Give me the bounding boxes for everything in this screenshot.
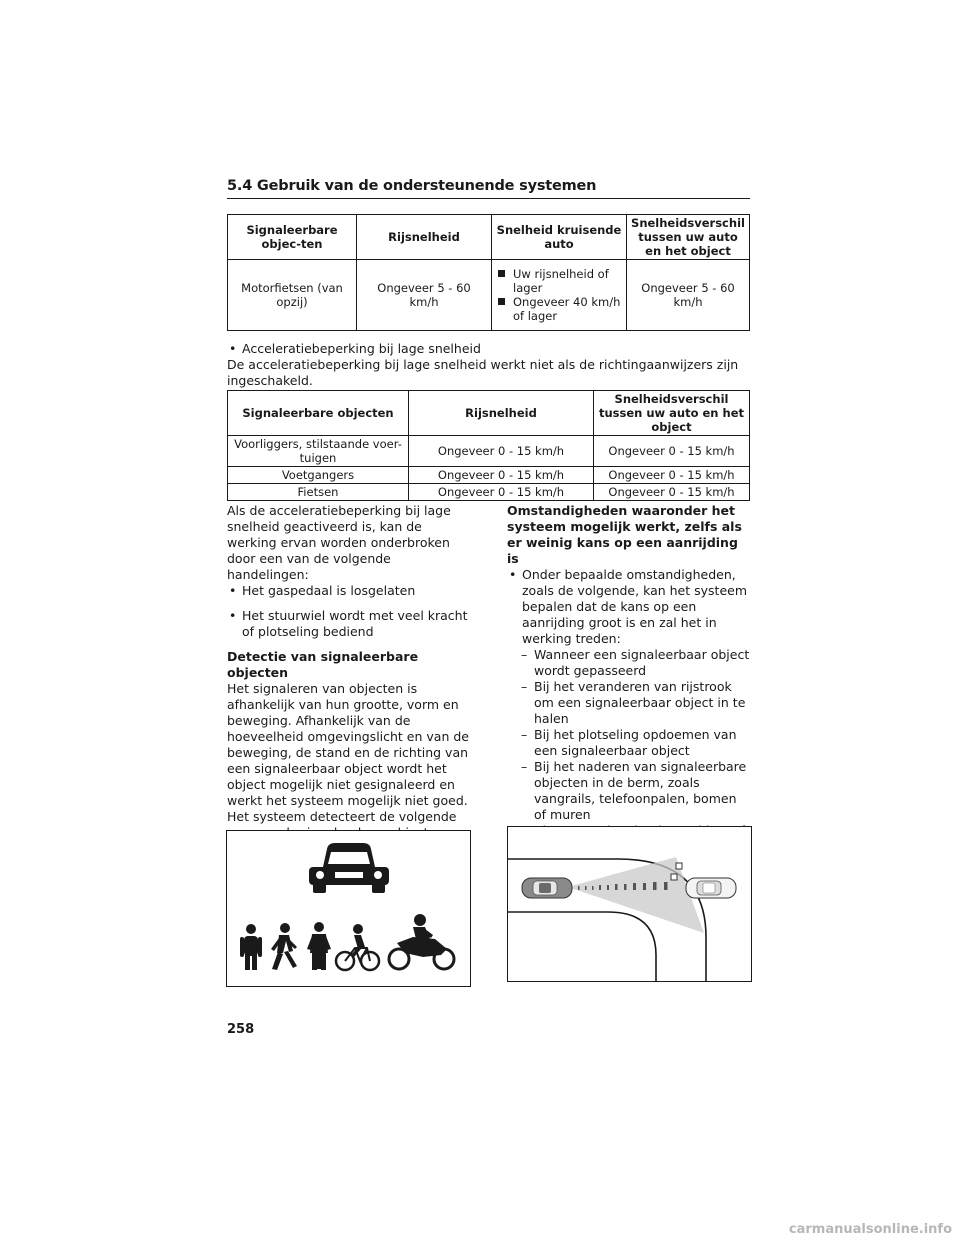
left-heading: Detectie van signaleerbare objecten [227, 649, 419, 680]
cell-speed-difference: Ongeveer 0 - 15 km/h [594, 484, 750, 501]
table-row [228, 436, 750, 467]
table-row [228, 484, 750, 501]
square-bullet-icon [498, 270, 505, 277]
crossing-item-2: Ongeveer 40 km/h of lager [513, 295, 621, 323]
left-intro: Als de acceleratiebeperking bij lage snelheid geactiveerd is, kan de werking ervan worden onderbroken door een van de volgende handelingen: [227, 503, 451, 582]
page-number: 258 [227, 1022, 255, 1037]
dash-item-4: Bij het naderen van signaleerbare objecten in de berm, zoals vangrails, telefoonpalen, bomen of muren [534, 759, 747, 822]
cell-speed: Ongeveer 0 - 15 km/h [409, 436, 594, 467]
left-body: Het signaleren van objecten is afhankelijk van hun grootte, vorm en beweging. Afhankelijk van de hoeveelheid omgevingslicht en van de beweging, de stand en de richting van een signaleerbaar object wordt het object mogelijk niet gesignaleerd en werkt het systeem mogelijk niet goed. Het systeem detecteert de volgende [227, 681, 469, 824]
figure-curve-scenario [507, 826, 752, 982]
list-item: • Onder bepaalde omstandigheden, zoals de volgende, kan het systeem bepalen dat de kans op een aanrijding groot is en zal het in werking treden: [507, 567, 751, 647]
right-heading: Omstandigheden waaronder het systeem mogelijk werkt, zelfs als er weinig kans op een aanrijding is [507, 503, 742, 566]
list-item: – Bij het naderen van signaleerbare objecten in de berm, zoals vangrails, telefoonpalen, bomen of muren [507, 759, 751, 823]
cell-speed-difference: Ongeveer 5 - 60 km/h [627, 260, 750, 331]
left-column [227, 503, 471, 841]
section-title: 5.4 Gebruik van de ondersteunende systemen [227, 178, 750, 199]
cell-crossing-speed [492, 260, 627, 331]
accel-bullet: Acceleratiebeperking bij lage snelheid [242, 341, 481, 356]
list-item: – Bij het plotseling opdoemen van een signaleerbaar object [507, 727, 751, 759]
table-header-row [228, 391, 750, 436]
table-motorcycles [227, 214, 750, 331]
square-bullet-icon [498, 298, 505, 305]
cell-object: Motorfietsen (van opzij) [228, 260, 357, 331]
dash-item-1: Wanneer een signaleerbaar object wordt gepasseerd [534, 647, 750, 678]
accel-note: De acceleratiebeperking bij lage snelheid werkt niet als de richtingaanwijzers zijn ingeschakeld. [227, 357, 739, 388]
sensor-beam [568, 857, 704, 933]
cell-speed: Ongeveer 0 - 15 km/h [409, 484, 594, 501]
header-speed-difference: Snelheidsverschil tussen uw auto en het object [627, 215, 750, 260]
cell-object: Fietsen [228, 484, 409, 501]
motorcyclist-icon [389, 914, 454, 969]
own-car-icon [522, 878, 572, 898]
accel-section [227, 341, 750, 389]
right-column [507, 503, 751, 871]
header-speed: Rijsnelheid [409, 391, 594, 436]
header-speed: Rijsnelheid [357, 215, 492, 260]
header-speed-difference: Snelheidsverschil tussen uw auto en het object [594, 391, 750, 436]
cell-object: Voorliggers, stilstaande voer-tuigen [228, 436, 409, 467]
right-bullet: Onder bepaalde omstandigheden, zoals de volgende, kan het systeem bepalen dat de kans op een aanrijding groot is en zal het in werking treden: [522, 567, 748, 646]
cell-speed-difference: Ongeveer 0 - 15 km/h [594, 467, 750, 484]
figure-detectable-objects [226, 830, 471, 987]
header-objects: Signaleerbare objecten [228, 391, 409, 436]
list-item [498, 295, 622, 323]
cyclist-riding-icon [336, 924, 379, 970]
cell-speed: Ongeveer 0 - 15 km/h [409, 467, 594, 484]
left-bullet-2: Het stuurwiel wordt met veel kracht of plotseling bediend [242, 608, 468, 639]
cell-object: Voetgangers [228, 467, 409, 484]
cyclist-standing-icon [307, 922, 331, 970]
parked-car-icon [686, 878, 736, 898]
crossing-item-1: Uw rijsnelheid of lager [513, 267, 609, 295]
list-item: – Bij het veranderen van rijstrook om een signaleerbaar object in te halen [507, 679, 751, 727]
header-objects: Signaleerbare objec-ten [228, 215, 357, 260]
cell-speed: Ongeveer 5 - 60 km/h [357, 260, 492, 331]
list-item [498, 267, 622, 295]
table-low-speed [227, 390, 750, 501]
left-bullet-1: Het gaspedaal is losgelaten [242, 583, 416, 598]
pedestrian-standing-icon [240, 924, 262, 970]
pedestrian-walking-icon [271, 923, 297, 970]
dash-item-3: Bij het plotseling opdoemen van een signaleerbaar object [534, 727, 737, 758]
dash-item-2: Bij het veranderen van rijstrook om een signaleerbaar object in te halen [534, 679, 746, 726]
list-item: – Wanneer een signaleerbaar object wordt gepasseerd [521, 647, 750, 678]
table-row [228, 467, 750, 484]
table-row [228, 260, 750, 331]
list-item: • Het gaspedaal is losgelaten [229, 583, 416, 598]
list-item: • Acceleratiebeperking bij lage snelheid [229, 341, 481, 356]
car-front-icon [309, 843, 389, 893]
header-crossing-speed: Snelheid kruisende auto [492, 215, 627, 260]
table-header-row [228, 215, 750, 260]
cell-speed-difference: Ongeveer 0 - 15 km/h [594, 436, 750, 467]
list-item: • Het stuurwiel wordt met veel kracht of plotseling bediend [227, 608, 471, 640]
watermark: carmanualsonline.info [788, 1222, 952, 1237]
